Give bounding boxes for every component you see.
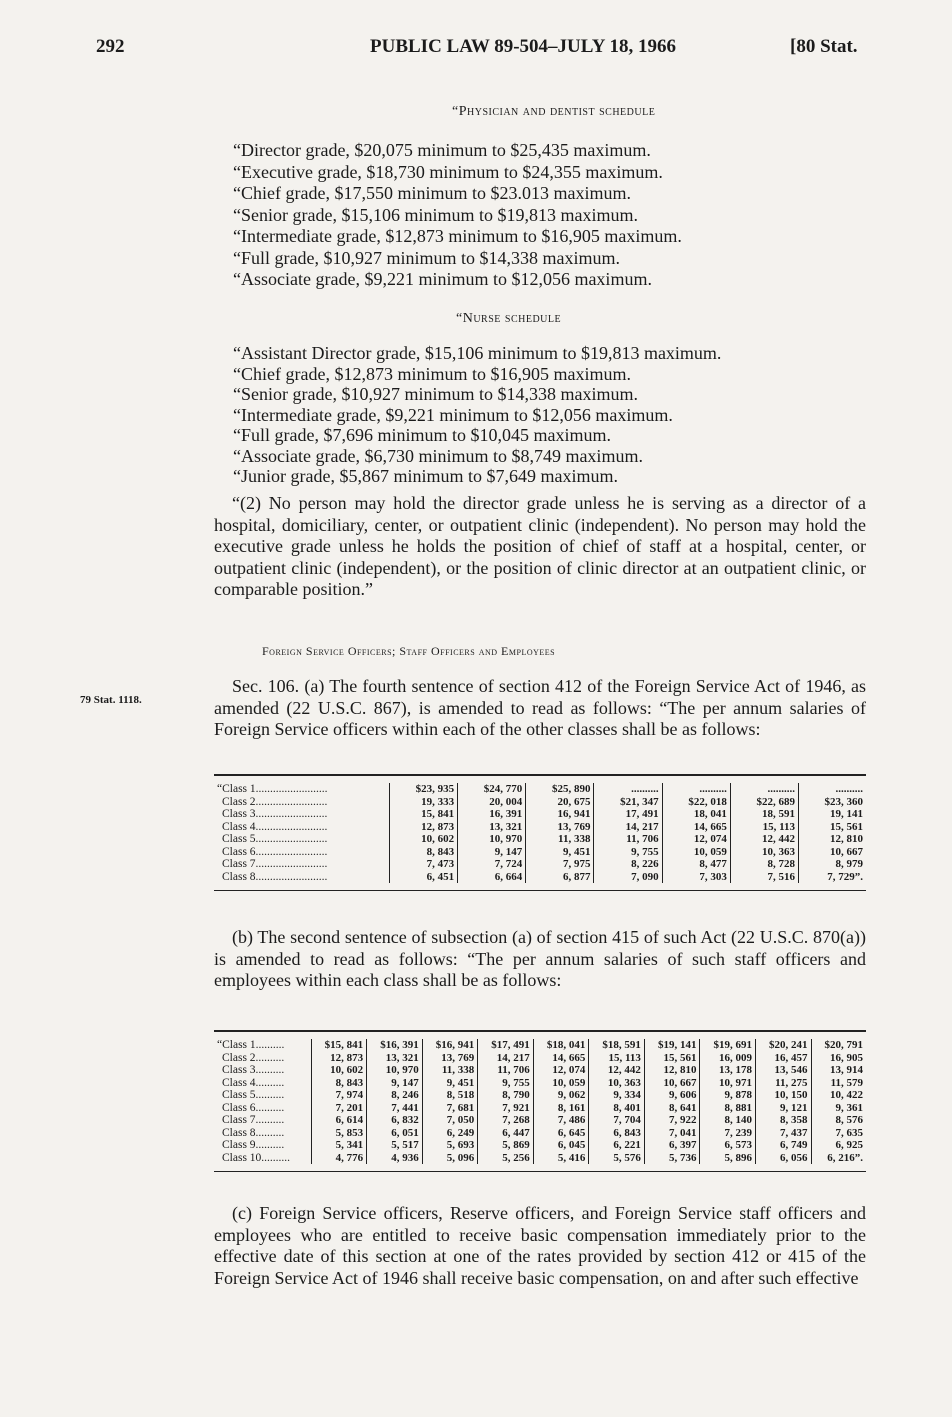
salary-cell: 10, 059 xyxy=(662,846,730,859)
class-label-text: Class 6 xyxy=(222,1101,256,1114)
foreign-service-officer-salary-table xyxy=(214,774,866,891)
class-label-text: Class 2 xyxy=(222,1051,256,1064)
section-106-text: Sec. 106. (a) The fourth sentence of section 412 of the Foreign Service Act of 1946, as amended (22 U.S.C. 867), is amended to read as follows: “The per annum salaries of Foreign Service officers within each of the other classes shall be as follows: xyxy=(214,676,866,739)
schedule-line: “Chief grade, $12,873 minimum to $16,905 maximum. xyxy=(233,363,631,384)
schedule-line: “Senior grade, $15,106 minimum to $19,813 maximum. xyxy=(233,204,638,225)
salary-cell: 7, 724 xyxy=(458,858,526,871)
salary-cell: $18, 591 xyxy=(589,1039,645,1052)
salary-cell: 6, 397 xyxy=(644,1139,700,1152)
salary-cell: 5, 736 xyxy=(644,1152,700,1165)
table-row xyxy=(214,1152,866,1165)
table-row xyxy=(214,796,866,809)
statute-volume: [80 Stat. xyxy=(790,36,858,57)
table-row xyxy=(214,1039,866,1052)
salary-cell: 5, 341 xyxy=(311,1139,367,1152)
class-label-text: “Class 1 xyxy=(217,1039,256,1051)
salary-cell: 7, 437 xyxy=(755,1127,811,1140)
salary-cell: 9, 147 xyxy=(367,1077,423,1090)
salary-cell: 7, 486 xyxy=(533,1114,589,1127)
schedule-line: “Junior grade, $5,867 minimum to $7,649 maximum. xyxy=(233,466,618,486)
salary-cell: 8, 140 xyxy=(700,1114,756,1127)
salary-cell: 10, 150 xyxy=(755,1089,811,1102)
salary-cell: 8, 790 xyxy=(478,1089,534,1102)
salary-cell: 10, 667 xyxy=(799,846,866,859)
salary-cell: 8, 477 xyxy=(662,858,730,871)
table-row xyxy=(214,846,866,859)
salary-cell: 12, 810 xyxy=(644,1064,700,1077)
schedule-line: “Director grade, $20,075 minimum to $25,435 maximum. xyxy=(233,140,651,160)
salary-cell: 10, 363 xyxy=(730,846,798,859)
table-row xyxy=(214,783,866,796)
salary-cell: 7, 201 xyxy=(311,1102,367,1115)
salary-cell: 7, 681 xyxy=(422,1102,478,1115)
salary-cell: 9, 361 xyxy=(811,1102,866,1115)
salary-cell: 15, 561 xyxy=(644,1052,700,1065)
schedule-line: “Associate grade, $6,730 minimum to $8,749 maximum. xyxy=(233,445,643,466)
class-label: Class 8.......... xyxy=(222,1126,285,1139)
salary-cell: 8, 881 xyxy=(700,1102,756,1115)
salary-cell: 6, 749 xyxy=(755,1139,811,1152)
class-label: Class 6......................... xyxy=(222,845,328,858)
salary-cell: 18, 041 xyxy=(662,808,730,821)
salary-cell: 10, 970 xyxy=(458,833,526,846)
salary-cell: $25, 890 xyxy=(526,783,594,796)
salary-cell: 13, 321 xyxy=(458,821,526,834)
salary-cell: 7, 729”. xyxy=(799,871,866,884)
class-label-text: Class 2 xyxy=(222,795,256,808)
class-label: Class 7.......... xyxy=(222,1114,285,1126)
salary-cell: 9, 121 xyxy=(755,1102,811,1115)
salary-cell: 18, 591 xyxy=(730,808,798,821)
salary-cell: 9, 755 xyxy=(478,1077,534,1090)
salary-cell: 8, 518 xyxy=(422,1089,478,1102)
schedule-line: “Full grade, $10,927 minimum to $14,338 maximum. xyxy=(233,247,620,268)
salary-cell: 11, 706 xyxy=(594,833,662,846)
class-label-text: Class 7 xyxy=(222,858,256,870)
salary-cell: $19, 691 xyxy=(700,1039,756,1052)
salary-cell: 7, 239 xyxy=(700,1127,756,1140)
schedule-line: “Assistant Director grade, $15,106 minimum to $19,813 maximum. xyxy=(233,343,722,363)
salary-cell: 5, 853 xyxy=(311,1127,367,1140)
running-title: PUBLIC LAW 89-504–JULY 18, 1966 xyxy=(370,36,676,57)
salary-cell: 6, 447 xyxy=(478,1127,534,1140)
table-row xyxy=(214,1064,866,1077)
class-label: Class 3.......... xyxy=(222,1064,285,1076)
salary-cell: 12, 873 xyxy=(311,1052,367,1065)
table-row xyxy=(214,1102,866,1115)
salary-cell: .......... xyxy=(594,783,662,796)
salary-cell: 9, 878 xyxy=(700,1089,756,1102)
table-row xyxy=(214,1139,866,1152)
salary-cell: 19, 333 xyxy=(389,796,457,809)
salary-cell: 4, 936 xyxy=(367,1152,423,1165)
table-row xyxy=(214,1052,866,1065)
table-row xyxy=(214,1089,866,1102)
salary-cell: 6, 614 xyxy=(311,1114,367,1127)
salary-cell: 15, 561 xyxy=(799,821,866,834)
class-label: Class 3......................... xyxy=(222,808,328,820)
salary-cell: 5, 517 xyxy=(367,1139,423,1152)
salary-cell: .......... xyxy=(799,783,866,796)
salary-cell: 14, 665 xyxy=(533,1052,589,1065)
table-row xyxy=(214,1114,866,1127)
class-label: Class 7......................... xyxy=(222,858,328,870)
salary-cell: 13, 769 xyxy=(422,1052,478,1065)
salary-cell: 10, 667 xyxy=(644,1077,700,1090)
salary-cell: 12, 442 xyxy=(730,833,798,846)
salary-cell: 7, 635 xyxy=(811,1127,866,1140)
salary-cell: 6, 056 xyxy=(755,1152,811,1165)
table-row xyxy=(214,833,866,846)
salary-cell: 9, 451 xyxy=(422,1077,478,1090)
salary-cell: 7, 922 xyxy=(644,1114,700,1127)
salary-cell: 20, 675 xyxy=(526,796,594,809)
paragraph-c xyxy=(214,1203,866,1289)
salary-cell: 8, 843 xyxy=(389,846,457,859)
class-label-text: Class 3 xyxy=(222,1064,256,1076)
salary-cell: 6, 645 xyxy=(533,1127,589,1140)
schedule-line: “Full grade, $7,696 minimum to $10,045 maximum. xyxy=(233,425,611,445)
salary-cell: 9, 062 xyxy=(533,1089,589,1102)
salary-cell: 7, 041 xyxy=(644,1127,700,1140)
salary-cell: $16, 391 xyxy=(367,1039,423,1052)
salary-cell: 4, 776 xyxy=(311,1152,367,1165)
salary-cell: $21, 347 xyxy=(594,796,662,809)
class-label-text: Class 7 xyxy=(222,1114,256,1126)
salary-cell: 13, 546 xyxy=(755,1064,811,1077)
salary-cell: 7, 090 xyxy=(594,871,662,884)
salary-cell: 12, 810 xyxy=(799,833,866,846)
salary-cell: 20, 004 xyxy=(458,796,526,809)
salary-cell: 8, 401 xyxy=(589,1102,645,1115)
class-label-text: Class 4 xyxy=(222,1076,256,1089)
section-106 xyxy=(214,676,866,741)
salary-cell: 5, 416 xyxy=(533,1152,589,1165)
table-row xyxy=(214,808,866,821)
class-label: Class 5......................... xyxy=(222,833,328,845)
salary-cell: 8, 246 xyxy=(367,1089,423,1102)
salary-cell: 8, 358 xyxy=(755,1114,811,1127)
salary-cell: 8, 641 xyxy=(644,1102,700,1115)
salary-cell: 9, 755 xyxy=(594,846,662,859)
salary-cell: $16, 941 xyxy=(422,1039,478,1052)
salary-cell: 15, 113 xyxy=(730,821,798,834)
salary-cell: 11, 338 xyxy=(526,833,594,846)
class-label: Class 2.......... xyxy=(222,1051,285,1064)
class-label-text: Class 9 xyxy=(222,1139,256,1151)
salary-cell: 6, 925 xyxy=(811,1139,866,1152)
salary-cell: $20, 241 xyxy=(755,1039,811,1052)
salary-cell: $23, 935 xyxy=(389,783,457,796)
salary-cell: $22, 689 xyxy=(730,796,798,809)
salary-cell: 11, 275 xyxy=(755,1077,811,1090)
salary-cell: 6, 877 xyxy=(526,871,594,884)
salary-cell: 16, 941 xyxy=(526,808,594,821)
class-label: Class 9.......... xyxy=(222,1139,285,1151)
schedule-line: “Intermediate grade, $9,221 minimum to $12,056 maximum. xyxy=(233,404,673,425)
salary-cell: 16, 009 xyxy=(700,1052,756,1065)
salary-cell: 6, 832 xyxy=(367,1114,423,1127)
salary-cell: $17, 491 xyxy=(478,1039,534,1052)
class-label: Class 2......................... xyxy=(222,795,328,808)
class-label: Class 10.......... xyxy=(222,1151,291,1164)
salary-cell: 12, 442 xyxy=(589,1064,645,1077)
salary-cell: 9, 606 xyxy=(644,1089,700,1102)
salary-cell: 13, 321 xyxy=(367,1052,423,1065)
schedule-line: “Intermediate grade, $12,873 minimum to $16,905 maximum. xyxy=(233,226,682,246)
class-label: “Class 1......................... xyxy=(217,783,328,795)
salary-cell: 9, 451 xyxy=(526,846,594,859)
salary-cell: 11, 579 xyxy=(811,1077,866,1090)
salary-cell: $18, 041 xyxy=(533,1039,589,1052)
nurse-schedule-heading: “Nurse schedule xyxy=(456,311,562,326)
salary-cell: 17, 491 xyxy=(594,808,662,821)
salary-cell: 13, 178 xyxy=(700,1064,756,1077)
salary-cell: 6, 249 xyxy=(422,1127,478,1140)
salary-cell: 6, 051 xyxy=(367,1127,423,1140)
salary-cell: 14, 665 xyxy=(662,821,730,834)
salary-cell: .......... xyxy=(730,783,798,796)
salary-cell: 7, 975 xyxy=(526,858,594,871)
table-row xyxy=(214,1127,866,1140)
salary-cell: 14, 217 xyxy=(594,821,662,834)
table-row xyxy=(214,1077,866,1090)
salary-cell: 7, 516 xyxy=(730,871,798,884)
salary-cell: 9, 334 xyxy=(589,1089,645,1102)
salary-cell: 5, 896 xyxy=(700,1152,756,1165)
table-row xyxy=(214,858,866,871)
salary-cell: 13, 769 xyxy=(526,821,594,834)
salary-cell: 6, 216”. xyxy=(811,1152,866,1165)
salary-cell: 6, 451 xyxy=(389,871,457,884)
salary-cell: 10, 971 xyxy=(700,1077,756,1090)
salary-cell: $19, 141 xyxy=(644,1039,700,1052)
salary-cell: 10, 422 xyxy=(811,1089,866,1102)
salary-cell: 11, 338 xyxy=(422,1064,478,1077)
salary-cell: 10, 602 xyxy=(311,1064,367,1077)
salary-cell: 16, 905 xyxy=(811,1052,866,1065)
salary-cell: 5, 096 xyxy=(422,1152,478,1165)
class-label-text: Class 10 xyxy=(222,1151,262,1164)
table-row xyxy=(214,821,866,834)
salary-cell: 7, 974 xyxy=(311,1089,367,1102)
class-label-text: “Class 1 xyxy=(217,783,256,795)
paragraph-2-text: “(2) No person may hold the director grade unless he is serving as a director of a hospital, domiciliary, center, or outpatient clinic (independent). No person may hold the executive grade unless he holds the position of chief of staff at a hospital, center, or outpatient clinic (independent), or the position of clinic director at an outpatient clinic, or comparable position.” xyxy=(214,493,866,599)
salary-cell: 10, 602 xyxy=(389,833,457,846)
class-label-text: Class 5 xyxy=(222,833,256,845)
table-row xyxy=(214,871,866,884)
salary-cell: $23, 360 xyxy=(799,796,866,809)
salary-cell: .......... xyxy=(662,783,730,796)
salary-cell: 13, 914 xyxy=(811,1064,866,1077)
paragraph-b-text: (b) The second sentence of subsection (a) of section 415 of such Act (22 U.S.C. 870(a)) is amended to read as follows: “The per annum salaries of such staff officers and employees within each class shall be as follows: xyxy=(214,927,866,990)
salary-cell: 5, 576 xyxy=(589,1152,645,1165)
salary-cell: 8, 843 xyxy=(311,1077,367,1090)
schedule-line: “Senior grade, $10,927 minimum to $14,338 maximum. xyxy=(233,384,638,404)
salary-cell: 7, 268 xyxy=(478,1114,534,1127)
salary-cell: 8, 728 xyxy=(730,858,798,871)
class-label: Class 4.......... xyxy=(222,1076,285,1089)
salary-cell: 12, 074 xyxy=(533,1064,589,1077)
salary-cell: 12, 074 xyxy=(662,833,730,846)
salary-cell: 9, 147 xyxy=(458,846,526,859)
class-label-text: Class 8 xyxy=(222,870,256,883)
page-number: 292 xyxy=(96,36,125,57)
salary-cell: 7, 704 xyxy=(589,1114,645,1127)
salary-cell: 10, 059 xyxy=(533,1077,589,1090)
salary-cell: 7, 921 xyxy=(478,1102,534,1115)
class-label: Class 5.......... xyxy=(222,1089,285,1101)
salary-cell: 6, 664 xyxy=(458,871,526,884)
salary-cell: 7, 441 xyxy=(367,1102,423,1115)
paragraph-b xyxy=(214,927,866,992)
salary-cell: 6, 045 xyxy=(533,1139,589,1152)
salary-cell: 15, 841 xyxy=(389,808,457,821)
salary-cell: 8, 226 xyxy=(594,858,662,871)
salary-cell: 5, 693 xyxy=(422,1139,478,1152)
salary-cell: 5, 869 xyxy=(478,1139,534,1152)
salary-cell: $22, 018 xyxy=(662,796,730,809)
class-label-text: Class 4 xyxy=(222,820,256,833)
paragraph-2 xyxy=(214,493,866,601)
salary-cell: 15, 113 xyxy=(589,1052,645,1065)
class-label: “Class 1.......... xyxy=(217,1039,285,1051)
salary-cell: 5, 256 xyxy=(478,1152,534,1165)
salary-cell: 11, 706 xyxy=(478,1064,534,1077)
class-label-text: Class 3 xyxy=(222,808,256,820)
schedule-line: “Chief grade, $17,550 minimum to $23.013 maximum. xyxy=(233,183,631,203)
paragraph-c-text: (c) Foreign Service officers, Reserve officers, and Foreign Service staff officers and employees who are entitled to receive basic compensation immediately prior to the effective date of this section at one of the rates provided by section 412 or 415 of the Foreign Service Act of 1946 shall receive basic compensation, on and after such effective xyxy=(214,1203,866,1288)
salary-cell: 14, 217 xyxy=(478,1052,534,1065)
salary-cell: 7, 303 xyxy=(662,871,730,884)
class-label-text: Class 8 xyxy=(222,1126,256,1139)
physician-schedule-heading: “Physician and dentist schedule xyxy=(452,104,656,119)
salary-cell: 10, 363 xyxy=(589,1077,645,1090)
salary-cell: 16, 391 xyxy=(458,808,526,821)
salary-cell: 10, 970 xyxy=(367,1064,423,1077)
salary-cell: 8, 161 xyxy=(533,1102,589,1115)
salary-cell: 6, 843 xyxy=(589,1127,645,1140)
staff-officer-salary-table xyxy=(214,1030,866,1172)
class-label: Class 6.......... xyxy=(222,1101,285,1114)
salary-cell: 7, 050 xyxy=(422,1114,478,1127)
class-label-text: Class 5 xyxy=(222,1089,256,1101)
class-label: Class 4......................... xyxy=(222,820,328,833)
salary-cell: 6, 573 xyxy=(700,1139,756,1152)
schedule-line: “Associate grade, $9,221 minimum to $12,056 maximum. xyxy=(233,269,652,289)
class-label-text: Class 6 xyxy=(222,845,256,858)
salary-cell: $24, 770 xyxy=(458,783,526,796)
salary-cell: 7, 473 xyxy=(389,858,457,871)
salary-cell: $20, 791 xyxy=(811,1039,866,1052)
margin-note: 79 Stat. 1118. xyxy=(80,694,142,706)
salary-cell: 8, 576 xyxy=(811,1114,866,1127)
salary-cell: 8, 979 xyxy=(799,858,866,871)
class-label: Class 8......................... xyxy=(222,870,328,883)
salary-cell: 19, 141 xyxy=(799,808,866,821)
schedule-line: “Executive grade, $18,730 minimum to $24,355 maximum. xyxy=(233,161,663,182)
foreign-service-heading: Foreign Service Officers; Staff Officers and Employees xyxy=(262,644,556,658)
salary-cell: $15, 841 xyxy=(311,1039,367,1052)
salary-cell: 16, 457 xyxy=(755,1052,811,1065)
salary-cell: 12, 873 xyxy=(389,821,457,834)
salary-cell: 6, 221 xyxy=(589,1139,645,1152)
